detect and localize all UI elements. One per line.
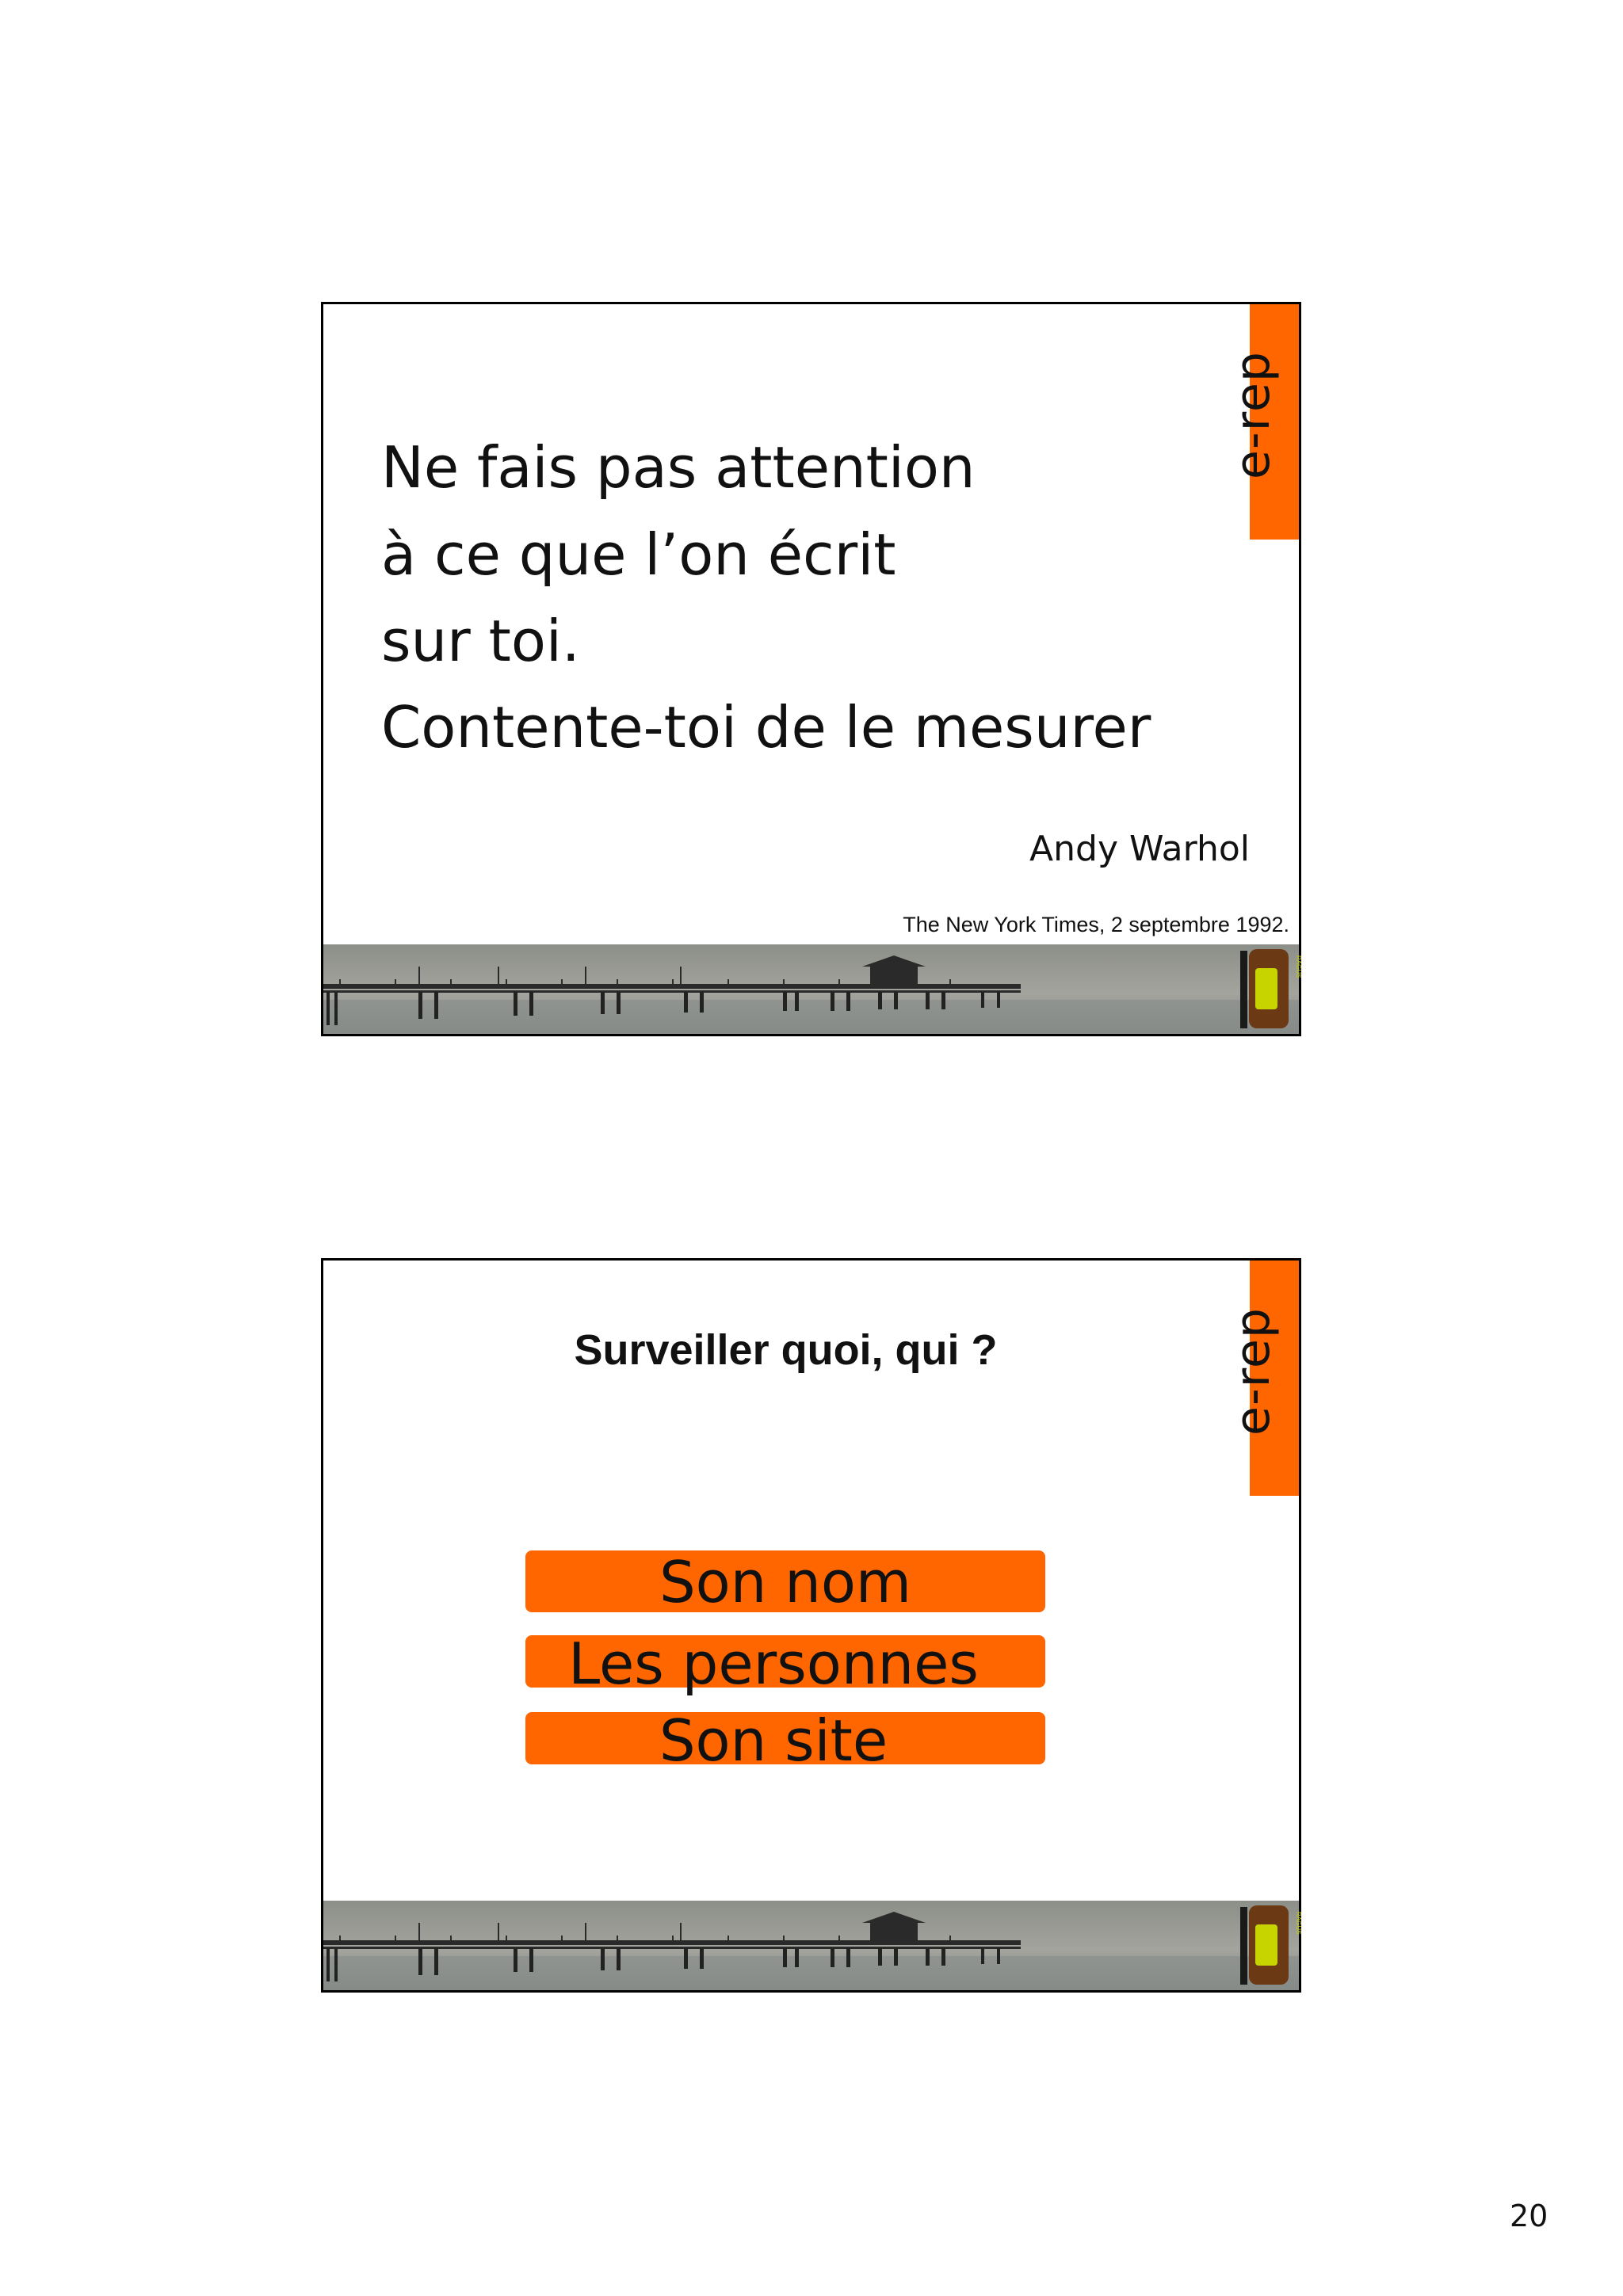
pill-label: Les personnes	[568, 1630, 979, 1697]
slide-quote	[321, 302, 1301, 1036]
brand-text: e-rep	[1225, 351, 1281, 479]
pill-label: Son site	[659, 1707, 888, 1774]
footer-banner	[323, 1901, 1302, 1990]
pier-photo	[323, 1901, 1302, 1990]
quote-line-2: à ce que l’on écrit	[381, 521, 896, 588]
pill-son-nom	[525, 1549, 1045, 1615]
pill-label: Son nom	[659, 1549, 912, 1615]
svg-text:RAGUS: RAGUS	[1295, 955, 1302, 978]
pill-son-site	[525, 1707, 1045, 1774]
footer-banner	[323, 944, 1302, 1034]
slide-title: Surveiller quoi, qui ?	[574, 1326, 998, 1374]
svg-text:RAGUS: RAGUS	[1295, 1912, 1302, 1935]
pill-les-personnes	[525, 1630, 1045, 1697]
quote-source: The New York Times, 2 septembre 1992.	[903, 913, 1289, 936]
pier-photo	[323, 944, 1302, 1034]
slide-monitoring	[321, 1258, 1301, 1993]
quote-line-1: Ne fais pas attention	[381, 434, 976, 501]
page-number: 20	[1510, 2199, 1549, 2233]
brand-text: e-rep	[1225, 1307, 1281, 1436]
quote-author: Andy Warhol	[1029, 829, 1250, 869]
brand-label	[1225, 336, 1281, 494]
quote-line-3: sur toi.	[381, 608, 580, 674]
quote-line-4: Contente-toi de le mesurer	[381, 694, 1151, 761]
